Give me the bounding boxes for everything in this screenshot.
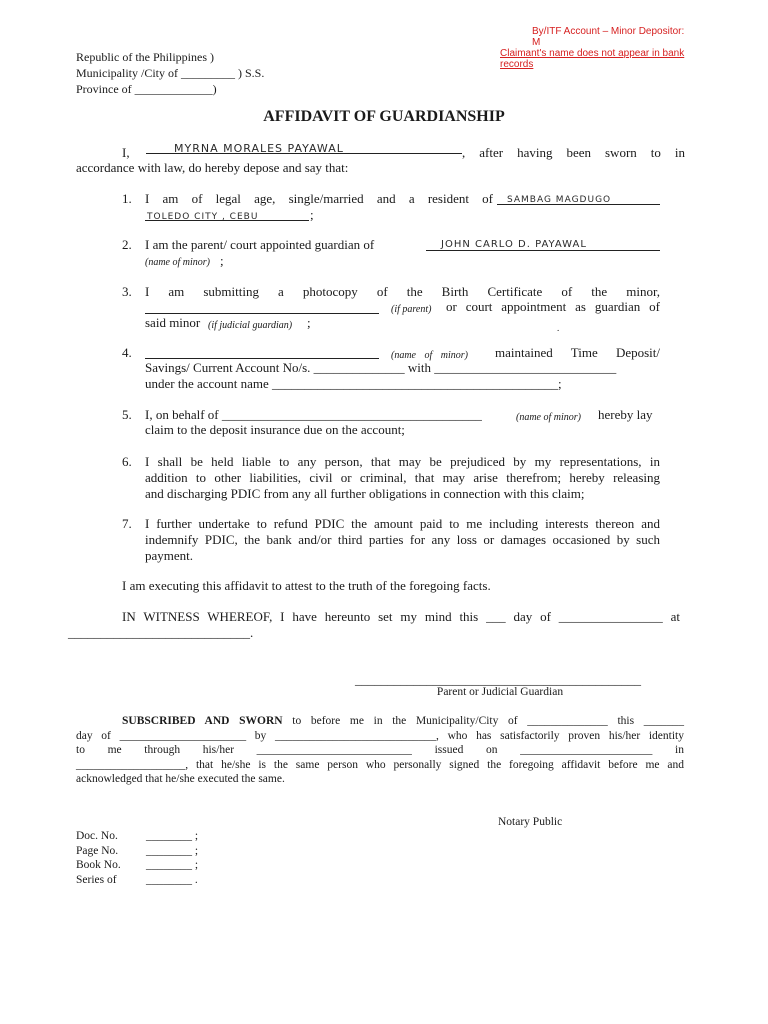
jurat — [76, 714, 684, 787]
doc-label: Book No. — [76, 859, 121, 871]
venue-header — [76, 49, 264, 97]
doc-value: ________ ; — [146, 844, 199, 857]
header-line-municipality: Municipality /City of _________ ) S.S. — [76, 66, 265, 80]
item-6-line2: addition to other liabilities, civil or criminal, that may arise therefrom; hereby releasing — [145, 470, 660, 485]
item-3-end: ; — [307, 315, 311, 330]
corner-note — [500, 26, 690, 70]
doc-label: Series of — [76, 873, 117, 886]
doc-row — [76, 844, 198, 859]
item-3-line3: said minor — [145, 315, 201, 330]
page-title: AFFIDAVIT OF GUARDIANSHIP — [263, 108, 505, 125]
item-1-residence-handwritten-2: TOLEDO CITY , CEBU — [147, 212, 259, 222]
item-4-number: 4. — [122, 345, 132, 360]
jurat-line5: acknowledged that he/she executed the same. — [76, 773, 285, 785]
doc-row — [76, 873, 198, 888]
corner-note-line2: Claimant's name does not appear in bank records — [500, 48, 685, 70]
intro-line — [122, 142, 685, 161]
item-2-number: 2. — [122, 237, 132, 252]
item-2-minor-handwritten: JOHN CARLO D. PAYAWAL — [441, 239, 587, 250]
item-3-note-guardian: (if judicial guardian) — [208, 320, 293, 331]
item-5-line2: claim to the deposit insurance due on the account; — [145, 422, 405, 437]
doc-label: Page No. — [76, 844, 119, 857]
item-7-number: 7. — [122, 516, 132, 531]
item-3-dot: . — [557, 323, 560, 333]
item-3-blank — [145, 313, 379, 314]
attest-statement: I am executing this affidavit to attest to the truth of the foregoing facts. — [122, 578, 491, 593]
doc-row — [76, 858, 198, 873]
item-3-line1: I am submitting a photocopy of the Birth Certificate of the minor, — [145, 284, 660, 299]
item-4-blank — [145, 358, 379, 359]
item-2-text: I am the parent/ court appointed guardian of — [145, 237, 375, 252]
item-6 — [145, 454, 660, 502]
item-1 — [145, 191, 660, 225]
notary-label: Notary Public — [498, 816, 563, 828]
doc-value: ________ ; — [146, 830, 199, 842]
header-line-republic: Republic of the Philippines ) — [76, 50, 214, 64]
item-1-residence-handwritten-1: SAMBAG MAGDUGO — [507, 195, 612, 205]
doc-row — [76, 829, 198, 844]
item-1-end: ; — [310, 207, 314, 222]
header-line-province: Province of _____________) — [76, 82, 217, 96]
doc-label: Doc. No. — [76, 830, 118, 842]
item-7-line1: I further undertake to refund PDIC the amount paid to me including interests thereon and — [145, 516, 660, 531]
item-4 — [145, 345, 660, 393]
witness-line2: ____________________________. — [68, 625, 254, 640]
jurat-line1-rest: to before me in the Municipality/City of ______________ this _______ — [292, 715, 685, 727]
signature-line: ____________________________________________ — [355, 672, 641, 687]
doc-list — [76, 829, 198, 887]
item-6-line1: I shall be held liable to any person, that may be prejudiced by my representations, in — [145, 454, 660, 469]
intro-prefix: I, — [122, 145, 130, 160]
doc-value: ________ ; — [146, 859, 199, 871]
item-6-number: 6. — [122, 454, 132, 469]
witness-line1: IN WITNESS WHEREOF, I have hereunto set my mind this ___ day of ________________ at — [122, 609, 680, 624]
jurat-line3: to me through his/her ___________________________ issued on _______________________ in — [76, 744, 684, 756]
doc-value: ________ . — [146, 873, 198, 886]
item-5-line1-rest: hereby lay — [598, 407, 653, 422]
item-4-line1: maintained Time Deposit/ — [495, 345, 660, 360]
item-4-note: (name of minor) — [391, 350, 468, 361]
item-4-line3: under the account name ____________________________________________; — [145, 376, 562, 391]
item-3-note-parent: (if parent) — [391, 304, 432, 315]
item-2-end: ; — [220, 253, 224, 268]
intro-suffix: , after having been sworn to in — [462, 145, 685, 160]
item-4-line2: Savings/ Current Account No/s. ______________ with ____________________________ — [145, 360, 617, 375]
jurat-line4: ___________________, that he/she is the same person who personally signed the foregoing affidavit before me and — [76, 758, 684, 771]
item-2-note: (name of minor) — [145, 257, 210, 268]
corner-note-line1: By/ITF Account – Minor Depositor: M — [532, 26, 685, 48]
item-1-text: I am of legal age, single/married and a resident of — [145, 191, 493, 206]
item-5 — [145, 407, 660, 439]
item-3-number: 3. — [122, 284, 132, 299]
item-7 — [145, 516, 660, 564]
item-3-line2: or court appointment as guardian of — [446, 299, 660, 314]
item-5-number: 5. — [122, 407, 132, 422]
jurat-line1 — [76, 714, 684, 729]
item-6-line3: and discharging PDIC from any all further obligations in connection with this claim; — [145, 486, 585, 501]
signature-label: Parent or Judicial Guardian — [436, 686, 564, 698]
intro-name-handwritten: MYRNA MORALES PAYAWAL — [174, 142, 344, 155]
item-2 — [145, 237, 660, 269]
item-7-line2: indemnify PDIC, the bank and/or third parties for any loss or damages occasioned by such — [145, 532, 660, 547]
item-5-line1: I, on behalf of ________________________________________ — [145, 407, 482, 422]
intro-line2: accordance with law, do hereby depose and say that: — [76, 160, 349, 175]
item-5-note: (name of minor) — [516, 412, 581, 423]
item-7-line3: payment. — [145, 548, 194, 563]
jurat-line2: day of ______________________ by ____________________________, who has satisfactorily proven his/her identity — [76, 729, 684, 742]
item-3 — [145, 284, 660, 332]
jurat-bold: SUBSCRIBED AND SWORN — [122, 715, 283, 727]
item-1-number: 1. — [122, 191, 132, 206]
